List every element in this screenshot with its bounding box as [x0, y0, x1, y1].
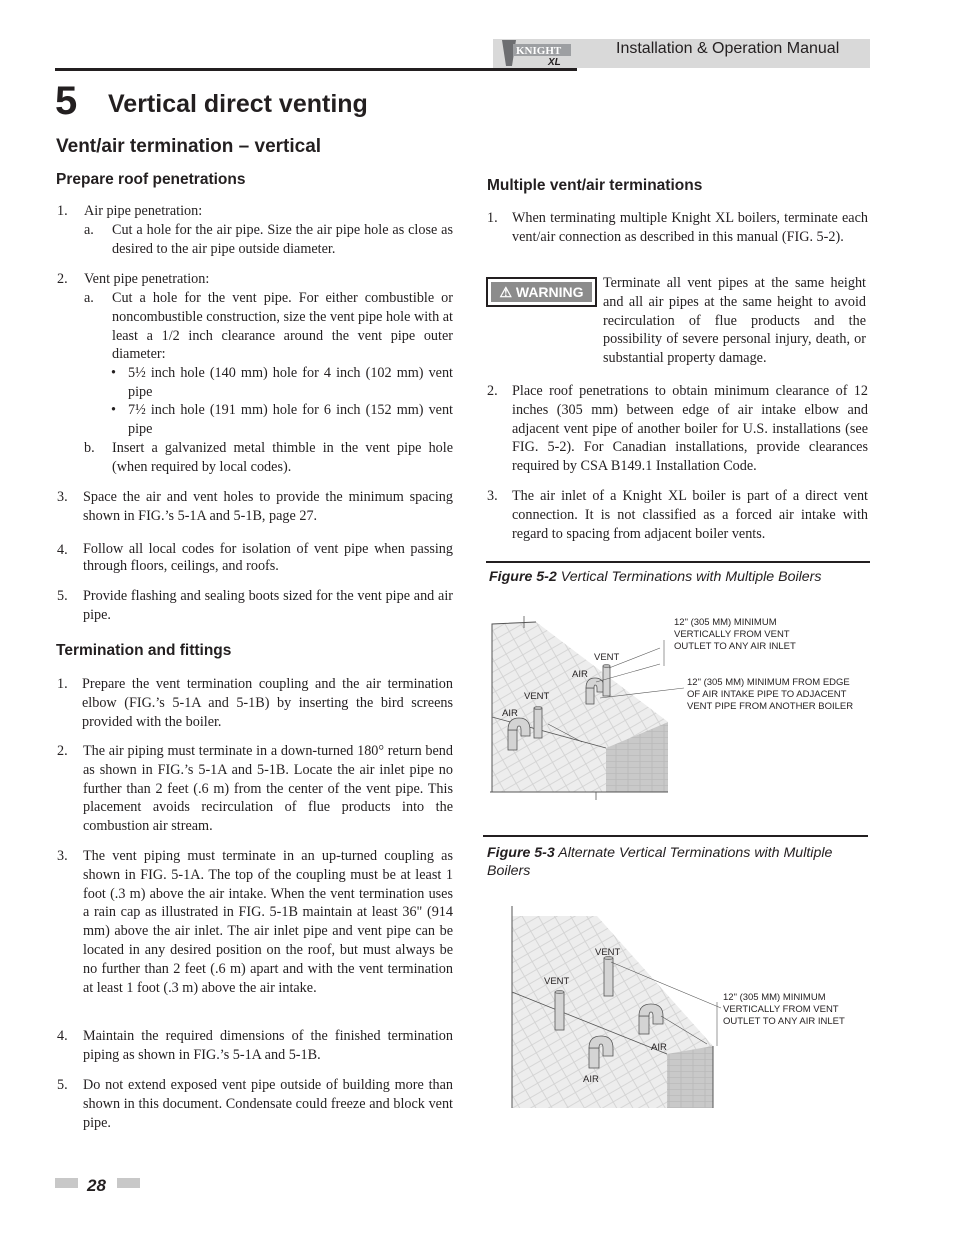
figure-label: Figure 5-2 — [489, 569, 557, 585]
list-item: Maintain the required dimensions of the finished termination piping as shown in FIG.’s 5-1A and 5-1B. — [83, 1028, 453, 1063]
list-letter: a. — [84, 290, 94, 306]
header-rule — [55, 68, 577, 71]
knight-xl-logo — [498, 37, 578, 69]
list-number: 1. — [57, 203, 68, 219]
list-item: When terminating multiple Knight XL boilers, terminate each vent/air connection as described in this manual (FIG. 5-2). — [512, 210, 868, 245]
dimension-note-line: OF AIR INTAKE PIPE TO ADJACENT — [687, 689, 847, 700]
page-number-bar — [117, 1178, 140, 1188]
list-item: The air piping must terminate in a down-turned 180° return bend as shown in FIG.’s 5-1A and 5-1B. Locate the air inlet pipe no further than 2 feet (.6 m) from the center of the vent pipe. This placement avoids recirculation of flue products into the combustion air stream. — [83, 743, 453, 835]
svg-text:XL: XL — [548, 57, 561, 68]
list-item: 5½ inch hole (140 mm) hole for 4 inch (102 mm) vent pipe — [128, 365, 453, 400]
figure-label: Figure 5-3 — [487, 845, 555, 861]
list-item: Place roof penetrations to obtain minimum clearance of 12 inches (305 mm) between edge of air intake elbow and adjacent vent pipe of another boiler for U.S. installations (see FIG. 5-2). For Canadian installations, provide clearances required by CSA B149.1 Installation Code. — [512, 383, 868, 475]
figure-5-2-diagram — [490, 612, 872, 804]
list-number: 3. — [487, 488, 498, 504]
vent-pipe-icon — [534, 707, 542, 739]
figure-caption-text: Vertical Terminations with Multiple Boilers — [556, 569, 822, 585]
multiple-heading: Multiple vent/air terminations — [487, 177, 703, 194]
list-number: 5. — [57, 1077, 68, 1093]
dimension-note-line: VERTICALLY FROM VENT — [674, 629, 790, 640]
list-item: Space the air and vent holes to provide the minimum spacing shown in FIG.’s 5-1A and 5-1B, page 27. — [83, 489, 453, 524]
air-label: AIR — [651, 1042, 667, 1053]
termination-heading: Termination and fittings — [56, 642, 232, 659]
list-item: The air inlet of a Knight XL boiler is part of a direct vent connection. It is not classified as a forced air intake with regard to spacing from adjacent boiler vents. — [512, 488, 868, 542]
warning-text: Terminate all vent pipes at the same height and all air pipes at the same height to avoid recirculation of flue products and the possibility of severe personal injury, death, or substantial property damage. — [603, 275, 866, 367]
air-label: AIR — [572, 669, 588, 680]
chapter-title: Vertical direct venting — [108, 90, 368, 118]
section-title: Vent/air termination – vertical — [56, 136, 322, 157]
air-label: AIR — [583, 1074, 599, 1085]
dimension-note-line: VERTICALLY FROM VENT — [723, 1004, 839, 1015]
warning-badge — [486, 277, 597, 307]
chapter-number: 5 — [55, 79, 78, 123]
dimension-note-line: 12" (305 MM) MINIMUM — [723, 992, 826, 1003]
list-number: 3. — [57, 489, 68, 505]
manual-title: Installation & Operation Manual — [616, 40, 840, 57]
list-item: Prepare the vent termination coupling and the air termination elbow (FIG.’s 5-1A and 5-1B) by inserting the bird screens provided with the boiler. — [82, 676, 453, 730]
vent-label: VENT — [594, 652, 620, 663]
list-letter: a. — [84, 222, 94, 238]
list-letter: b. — [84, 440, 95, 456]
dimension-note-line: OUTLET TO ANY AIR INLET — [674, 641, 796, 652]
list-item: Follow all local codes for isolation of vent pipe when passing through floors, ceilings, and roofs. — [83, 541, 453, 574]
list-number: 5. — [57, 588, 68, 604]
list-item: Provide flashing and sealing boots sized for the vent pipe and air pipe. — [83, 588, 453, 623]
svg-text:KNIGHT: KNIGHT — [516, 45, 562, 57]
bullet: • — [111, 365, 116, 381]
list-item: Cut a hole for the air pipe. Size the air pipe hole as close as desired to the air pipe outside diameter. — [112, 222, 453, 257]
list-number: 4. — [57, 542, 68, 558]
list-item: 7½ inch hole (191 mm) hole for 6 inch (152 mm) vent pipe — [128, 402, 453, 437]
list-number: 3. — [57, 848, 68, 864]
figure-caption — [489, 568, 869, 586]
page-number-bar — [55, 1178, 78, 1188]
list-item: Air pipe penetration: — [84, 203, 203, 219]
dimension-note-line: 12" (305 MM) MINIMUM FROM EDGE — [687, 677, 850, 688]
figure-rule — [486, 561, 870, 563]
dimension-note-line: VENT PIPE FROM ANOTHER BOILER — [687, 701, 854, 712]
vent-label: VENT — [524, 691, 550, 702]
vent-label: VENT — [595, 947, 621, 958]
air-label: AIR — [502, 708, 518, 719]
vent-label: VENT — [544, 976, 570, 987]
figure-rule — [483, 835, 868, 837]
figure-caption-text: Alternate Vertical Terminations with Multiple Boilers — [487, 845, 833, 879]
page-number: 28 — [87, 1176, 106, 1195]
list-item: Insert a galvanized metal thimble in the vent pipe hole (when required by local codes). — [112, 440, 453, 475]
bullet: • — [111, 402, 116, 418]
figure-5-3-diagram — [507, 904, 859, 1112]
list-number: 1. — [57, 676, 68, 692]
list-item: Vent pipe penetration: — [84, 271, 210, 287]
prepare-heading: Prepare roof penetrations — [56, 171, 246, 188]
dimension-note-line: OUTLET TO ANY AIR INLET — [723, 1016, 845, 1027]
figure-caption — [487, 844, 869, 880]
list-number: 2. — [57, 743, 68, 759]
list-item: The vent piping must terminate in an up-turned coupling as shown in FIG. 5-1A. The top of the coupling must be at least 1 foot (.3 m) above the air intake. When the vent termination uses a rain cap as illustrated in FIG. 5-1B maintain at least 36" (914 mm) above the air inlet. The air inlet pipe and vent pipe can be located in any desired position on the roof, but must always be no further than 2 feet (.6 m) apart and with the vent termination at least 1 foot (.3 m) above the air intake. — [83, 848, 453, 996]
vent-pipe-icon — [555, 990, 564, 1030]
list-item: Do not extend exposed vent pipe outside of building more than shown in this document. Condensate could freeze and block vent pipe. — [83, 1077, 453, 1131]
dimension-note-line: 12" (305 MM) MINIMUM — [674, 617, 777, 628]
list-item: Cut a hole for the vent pipe. For either combustible or noncombustible construction, size the vent pipe hole with at least a 1/2 inch clearance around the vent pipe outer diameter: — [112, 290, 453, 363]
list-number: 1. — [487, 210, 498, 226]
vent-pipe-icon — [603, 665, 610, 696]
list-number: 2. — [487, 383, 498, 399]
list-number: 2. — [57, 271, 68, 287]
warning-label: ⚠ WARNING — [491, 282, 592, 302]
list-number: 4. — [57, 1028, 68, 1044]
